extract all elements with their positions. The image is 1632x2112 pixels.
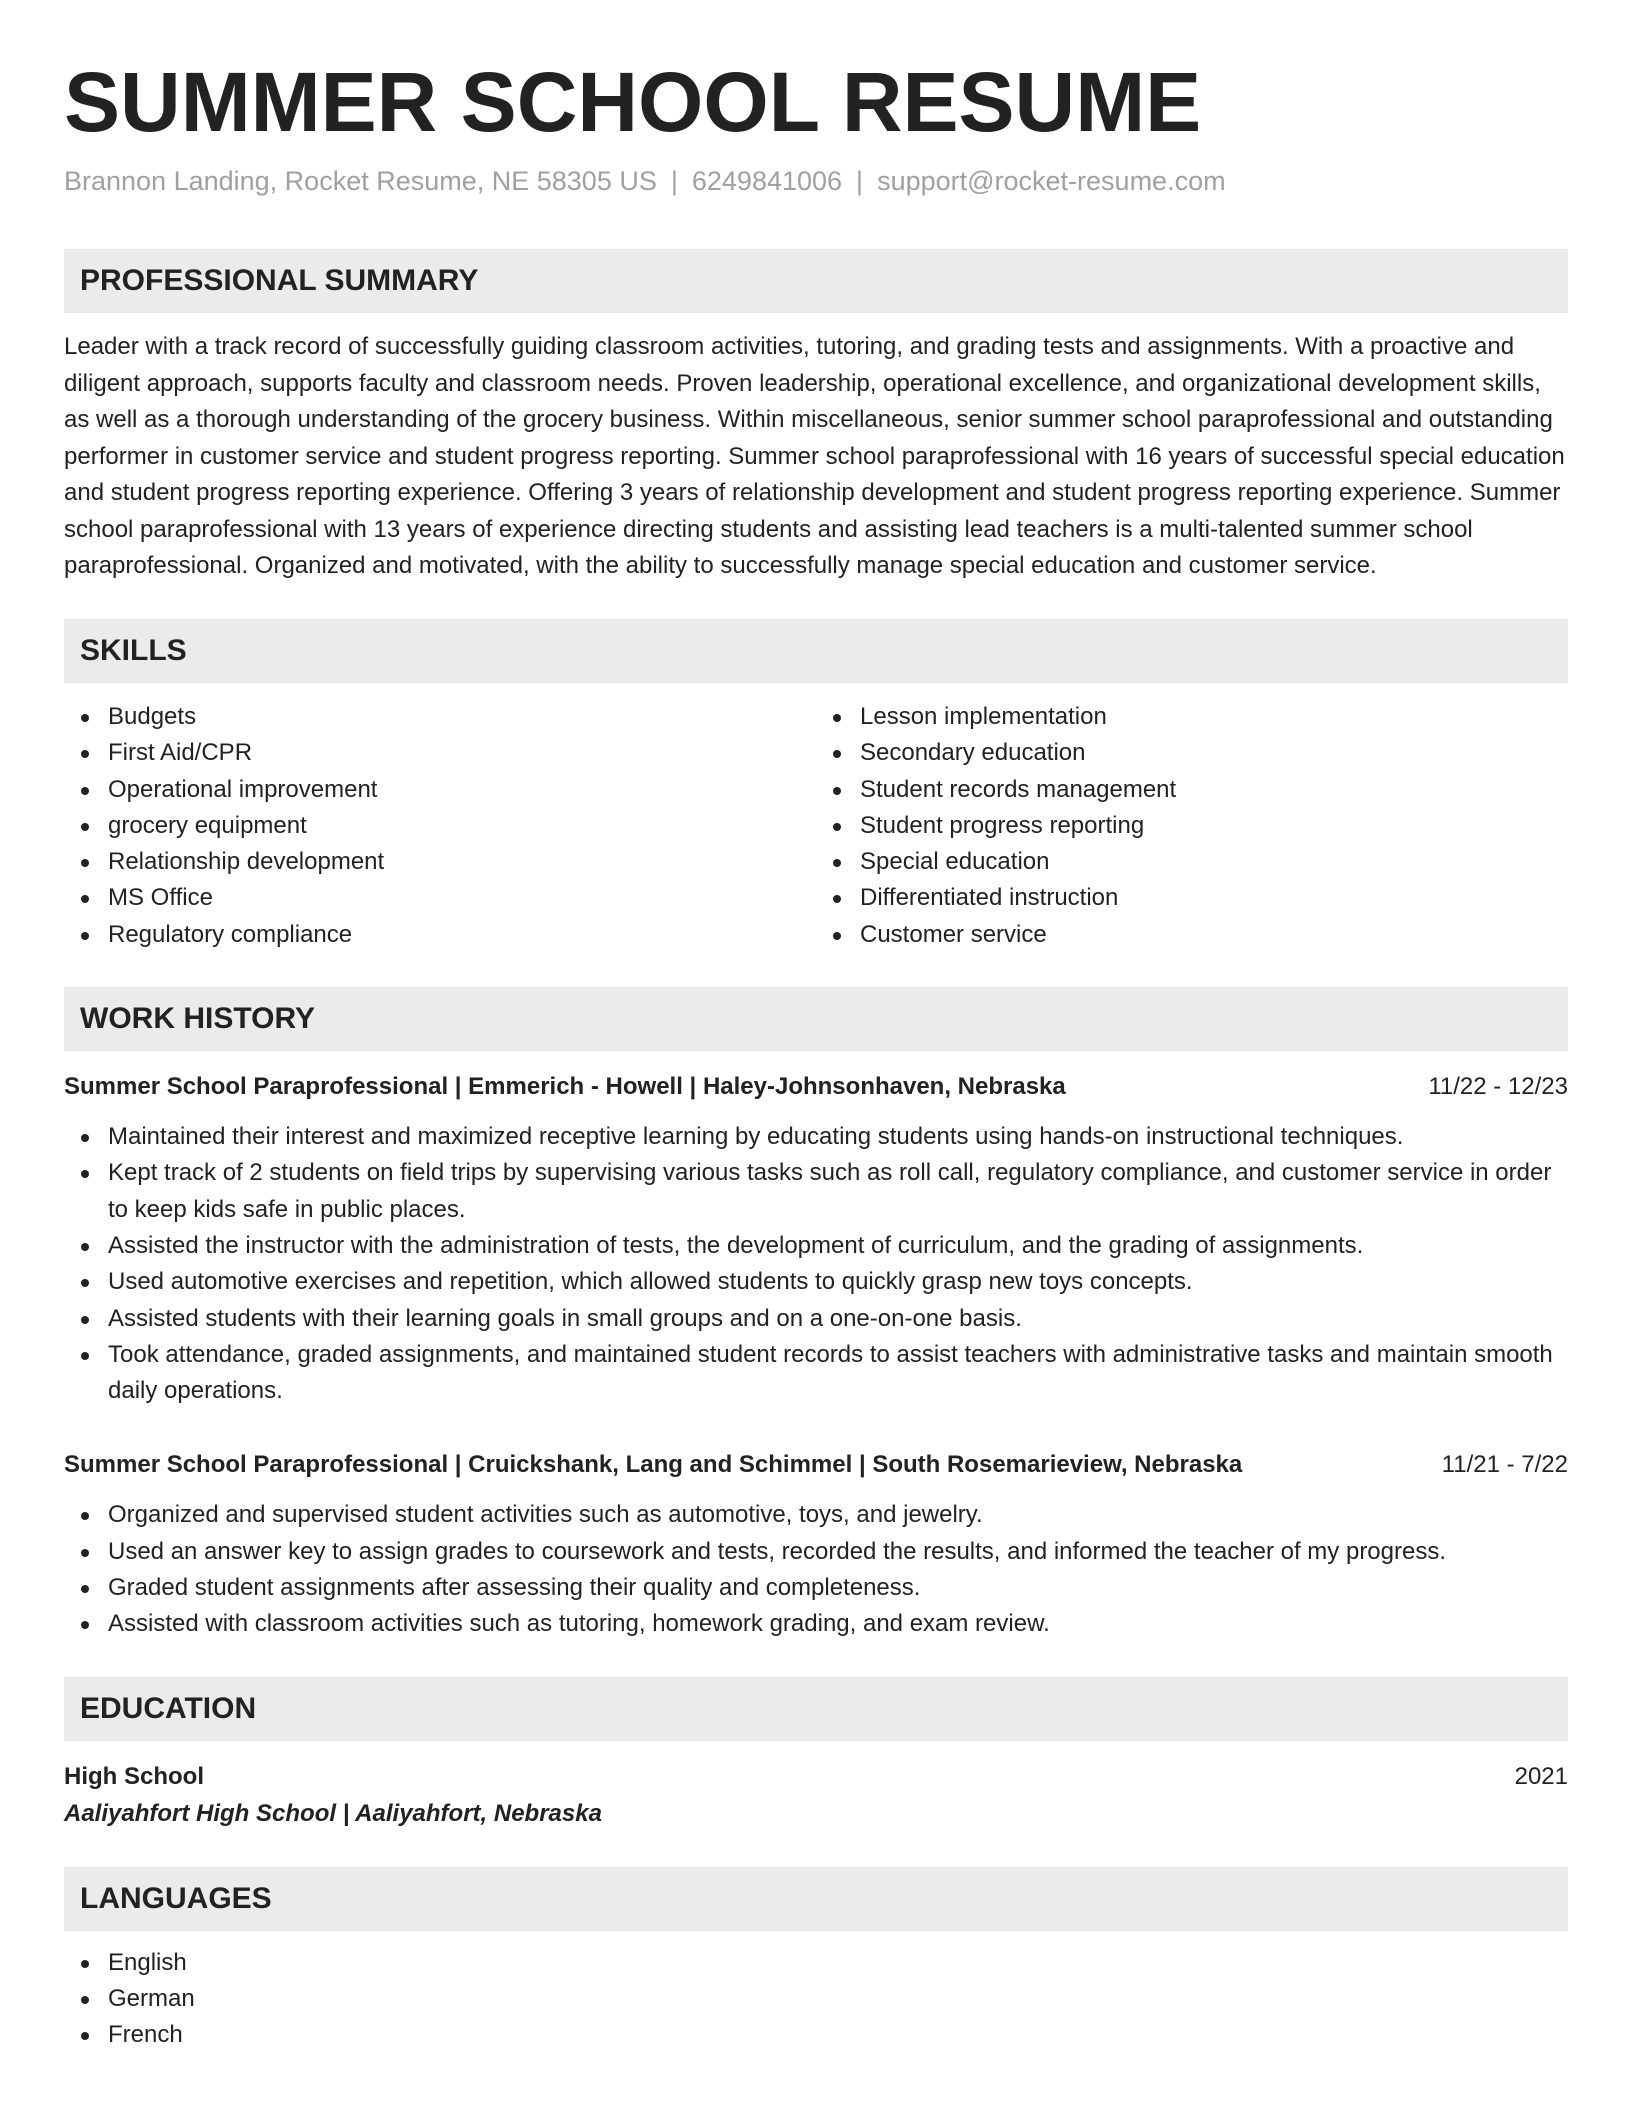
skill-item: Special education	[816, 844, 1568, 880]
skill-item: First Aid/CPR	[64, 735, 816, 771]
resume-title: SUMMER SCHOOL RESUME	[64, 55, 1202, 149]
skill-item: Regulatory compliance	[64, 917, 816, 953]
duty-item: Organized and supervised student activities such as automotive, toys, and jewelry.	[64, 1497, 1568, 1533]
job-header	[64, 1069, 1568, 1105]
languages-list	[64, 1945, 1568, 2054]
skill-item: Budgets	[64, 699, 816, 735]
phone: 6249841006	[691, 166, 843, 197]
duty-item: Assisted students with their learning goals in small groups and on a one-on-one basis.	[64, 1301, 1568, 1337]
job-duties	[64, 1497, 1568, 1642]
section-heading-languages: LANGUAGES	[64, 1867, 1568, 1931]
skill-item: Student progress reporting	[816, 808, 1568, 844]
education-degree: High School	[64, 1762, 204, 1790]
skills-list-left	[64, 699, 816, 953]
education-school: Aaliyahfort High School | Aaliyahfort, Nebraska	[64, 1799, 602, 1827]
duty-item: Maintained their interest and maximized receptive learning by educating students using hands-on instructional techniques.	[64, 1119, 1568, 1155]
skill-item: Customer service	[816, 917, 1568, 953]
skill-item: MS Office	[64, 880, 816, 916]
education-year: 2021	[1514, 1762, 1568, 1790]
skill-item: Secondary education	[816, 735, 1568, 771]
duty-item: Kept track of 2 students on field trips by supervising various tasks such as roll call, regulatory compliance, and customer service in order to keep kids safe in public places.	[64, 1155, 1568, 1228]
job-dates: 11/22 - 12/23	[1428, 1073, 1568, 1101]
email-link[interactable]: support@rocket-resume.com	[877, 166, 1226, 197]
skill-item: Operational improvement	[64, 772, 816, 808]
skill-item: Differentiated instruction	[816, 880, 1568, 916]
skills-grid	[64, 699, 1568, 953]
summary-text: Leader with a track record of successfully guiding classroom activities, tutoring, and grading tests and assignments. With a proactive and diligent approach, supports faculty and classroom needs. Proven leadership, operational excellence, and organizational development skills, as well as a thorough understanding of the grocery business. Within miscellaneous, senior summer school paraprofessional and outstanding performer in customer service and student progress reporting. Summer school paraprofessional with 16 years of successful special education and student progress reporting experience. Offering 3 years of relationship development and student progress reporting experience. Summer school paraprofessional with 13 years of experience directing students and assisting lead teachers is a multi-talented summer school paraprofessional. Organized and motivated, with the ability to successfully manage special education and customer service.	[64, 333, 1565, 580]
skill-item: Lesson implementation	[816, 699, 1568, 735]
job-entry	[64, 1069, 1568, 1409]
language-item: German	[64, 1981, 1568, 2017]
duty-item: Graded student assignments after assessing their quality and completeness.	[64, 1570, 1568, 1606]
skill-item: grocery equipment	[64, 808, 816, 844]
duty-item: Took attendance, graded assignments, and maintained student records to assist teachers with administrative tasks and maintain smooth daily operations.	[64, 1337, 1568, 1410]
section-heading-skills: SKILLS	[64, 619, 1568, 683]
section-heading-work-history: WORK HISTORY	[64, 987, 1568, 1051]
address: Brannon Landing, Rocket Resume, NE 58305 US	[64, 166, 657, 197]
job-title: Summer School Paraprofessional | Emmerich - Howell | Haley-Johnsonhaven, Nebraska	[64, 1073, 1066, 1101]
contact-separator: |	[670, 166, 678, 197]
contact-line	[64, 164, 1568, 199]
duty-item: Used automotive exercises and repetition, which allowed students to quickly grasp new toys concepts.	[64, 1264, 1568, 1300]
job-header	[64, 1447, 1568, 1483]
job-title: Summer School Paraprofessional | Cruickshank, Lang and Schimmel | South Rosemarieview, Nebraska	[64, 1451, 1243, 1479]
job-duties	[64, 1119, 1568, 1409]
skill-item: Relationship development	[64, 844, 816, 880]
skill-item: Student records management	[816, 772, 1568, 808]
duty-item: Used an answer key to assign grades to coursework and tests, recorded the results, and informed the teacher of my progress.	[64, 1534, 1568, 1570]
language-item: French	[64, 2017, 1568, 2053]
job-entry	[64, 1447, 1568, 1642]
duty-item: Assisted the instructor with the administration of tests, the development of curriculum, and the grading of assignments.	[64, 1228, 1568, 1264]
section-heading-education: EDUCATION	[64, 1677, 1568, 1741]
language-item: English	[64, 1945, 1568, 1981]
job-dates: 11/21 - 7/22	[1441, 1451, 1568, 1479]
education-header	[64, 1759, 1568, 1795]
contact-separator: |	[856, 166, 864, 197]
duty-item: Assisted with classroom activities such as tutoring, homework grading, and exam review.	[64, 1606, 1568, 1642]
section-heading-summary: PROFESSIONAL SUMMARY	[64, 249, 1568, 313]
skills-list-right	[816, 699, 1568, 953]
